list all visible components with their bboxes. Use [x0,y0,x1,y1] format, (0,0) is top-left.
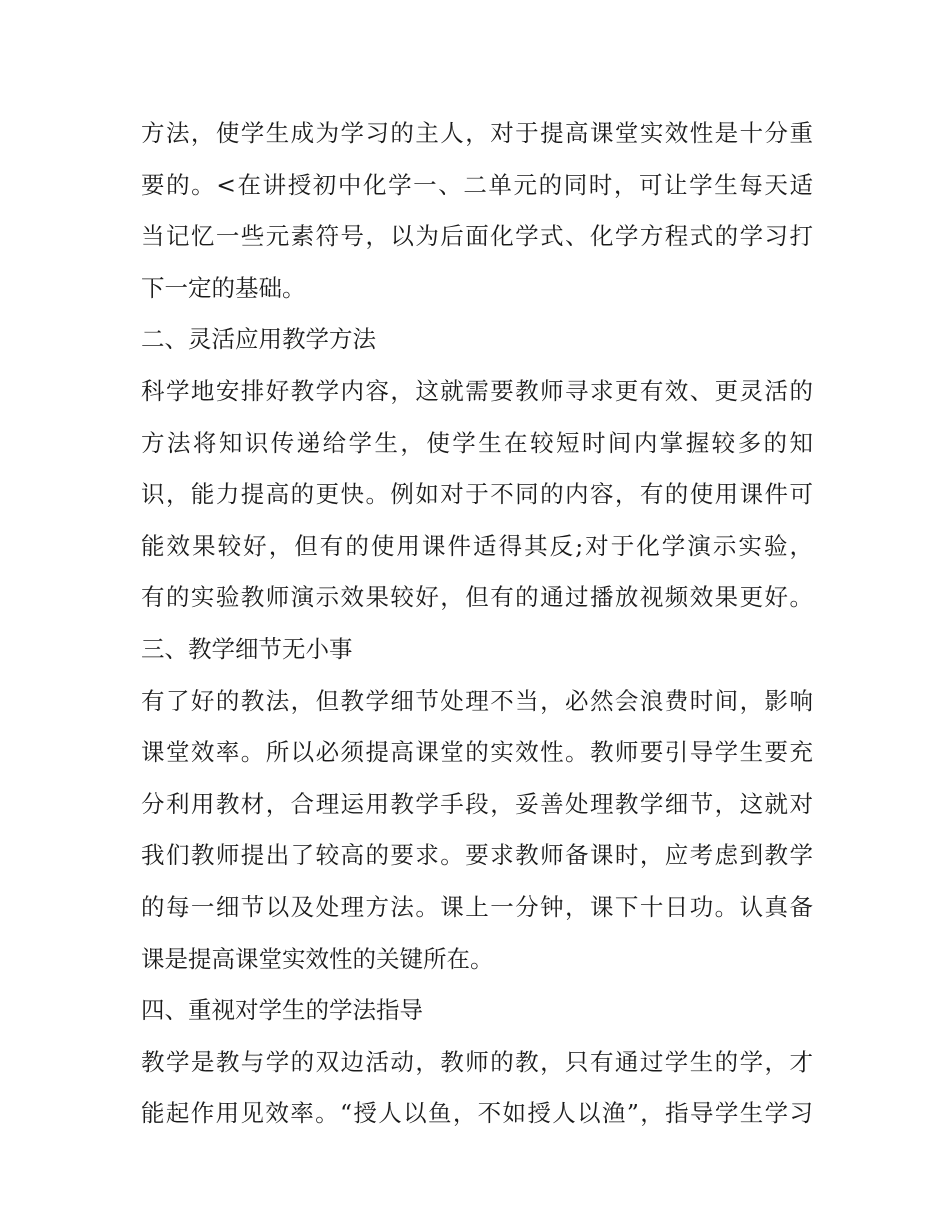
text-line: 方法，使学生成为学习的主人，对于提高课堂实效性是十分重 [141,119,813,147]
text-line: 有的实验教师演示效果较好，但有的通过播放视频效果更好。 [141,583,813,612]
text-line: 课堂效率。所以必须提高课堂的实效性。教师要引导学生要充 [141,738,813,767]
text-line: 分利用教材，合理运用教学手段，妥善处理教学细节，这就对 [141,789,813,818]
text-line: 方法将知识传递给学生，使学生在较短时间内掌握较多的知 [141,428,813,457]
text-line: 科学地安排好教学内容，这就需要教师寻求更有效、更灵活的 [141,376,813,405]
text-line: 我们教师提出了较高的要求。要求教师备课时，应考虑到教学 [141,841,813,870]
text-line: 要的。<在讲授初中化学一、二单元的同时，可让学生每天适 [141,170,813,199]
section-heading: 三、教学细节无小事 [141,634,353,663]
text-line: 识，能力提高的更快。例如对于不同的内容，有的使用课件可 [141,480,813,509]
section-heading: 四、重视对学生的学法指导 [141,996,423,1025]
text-line: 下一定的基础。 [141,273,306,302]
text-line: 有了好的教法，但教学细节处理不当，必然会浪费时间，影响 [141,686,813,715]
text-line: 课是提高课堂实效性的关键所在。 [141,944,494,973]
section-heading: 二、灵活应用教学方法 [141,325,376,354]
document-body [141,108,813,1140]
text-line: 教学是教与学的双边活动，教师的教，只有通过学生的学，才 [141,1047,813,1076]
text-line: 的每一细节以及处理方法。课上一分钟，课下十日功。认真备 [141,892,813,921]
text-line: 能起作用见效率。“授人以鱼，不如授人以渔”，指导学生学习 [141,1099,813,1128]
text-line: 能效果较好，但有的使用课件适得其反;对于化学演示实验， [141,531,813,560]
text-line: 当记忆一些元素符号，以为后面化学式、化学方程式的学习打 [141,222,813,251]
